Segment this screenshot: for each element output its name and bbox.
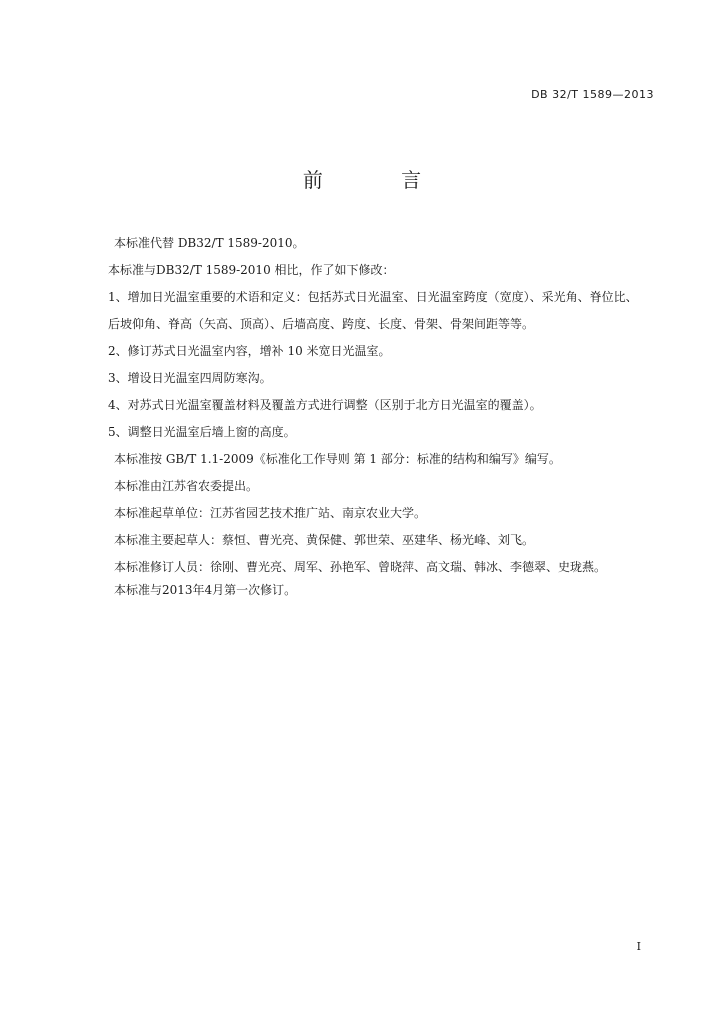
paragraph-revision-date: 本标准与2013年4月第一次修订。 xyxy=(114,583,297,597)
paragraph-change-1-cont: 后坡仰角、脊高（矢高、顶高）、后墙高度、跨度、长度、骨架、骨架间距等等。 xyxy=(108,317,535,331)
paragraph-change-3: 3、增设日光温室四周防寒沟。 xyxy=(108,371,272,385)
paragraph-revisers: 本标准修订人员：徐刚、曹光亮、周军、孙艳军、曾晓萍、高文瑞、韩冰、李德翠、史珑燕。 xyxy=(114,560,607,574)
paragraph-change-5: 5、调整日光温室后墙上窗的高度。 xyxy=(108,425,296,439)
paragraph-proposer: 本标准由江苏省农委提出。 xyxy=(114,479,259,493)
page-title: 前 言 xyxy=(302,168,458,192)
paragraph-drafting-rules: 本标准按 GB/T 1.1-2009《标准化工作导则 第 1 部分：标准的结构和编写》编写。 xyxy=(114,452,561,466)
paragraph-replaces: 本标准代替 DB32/T 1589-2010。 xyxy=(114,236,305,250)
foreword-body xyxy=(108,232,668,606)
paragraph-changes-intro: 本标准与DB32/T 1589-2010 相比，作了如下修改： xyxy=(108,263,395,277)
paragraph-change-1: 1、增加日光温室重要的术语和定义：包括苏式日光温室、日光温室跨度（宽度）、采光角、脊位比、 xyxy=(108,290,638,304)
paragraph-change-4: 4、对苏式日光温室覆盖材料及覆盖方式进行调整（区别于北方日光温室的覆盖）。 xyxy=(108,398,542,412)
page-number: I xyxy=(636,940,641,953)
paragraph-drafting-units: 本标准起草单位：江苏省园艺技术推广站、南京农业大学。 xyxy=(114,506,427,520)
standard-code: DB 32/T 1589—2013 xyxy=(531,88,654,101)
paragraph-main-drafters: 本标准主要起草人：蔡恒、曹光亮、黄保健、郭世荣、巫建华、杨光峰、刘飞。 xyxy=(114,533,535,547)
paragraph-change-2: 2、修订苏式日光温室内容，增补 10 米宽日光温室。 xyxy=(108,344,391,358)
